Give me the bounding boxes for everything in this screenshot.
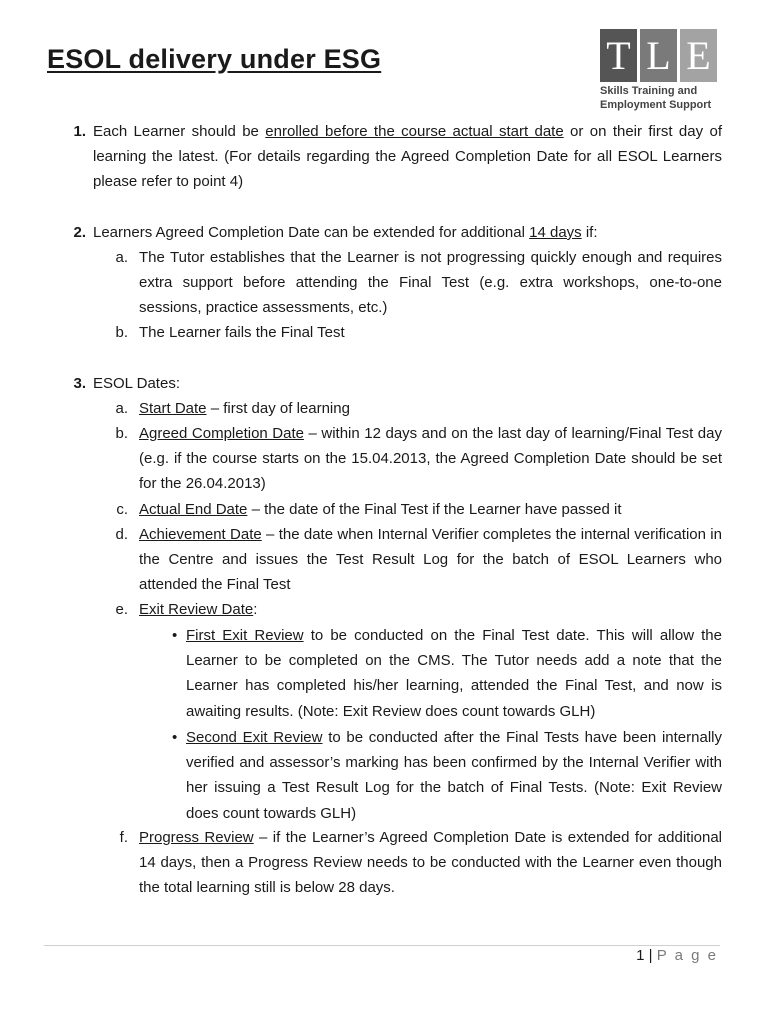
sub-item-letter: a. xyxy=(115,400,128,417)
logo-letter-l: L xyxy=(640,29,677,82)
sub-item-text: Progress Review – if the Learner’s Agreed Completion Date is extended for additional 14 days, then a Progress Review needs to be conducted with the Learner even though the total learning still is below 28 days. xyxy=(139,829,723,897)
page-number: 1 xyxy=(636,947,645,964)
term: Second Exit Review xyxy=(186,729,323,746)
item-text: Learners Agreed Completion Date can be extended for additional 14 days if: xyxy=(93,224,598,241)
sub-item-text: Start Date – first day of learning xyxy=(139,400,350,417)
footer-divider xyxy=(44,945,720,946)
sub-item-letter: f. xyxy=(119,829,128,846)
sub-item-text: Exit Review Date: xyxy=(139,601,258,618)
page-footer xyxy=(636,947,718,964)
footer-separator: | xyxy=(648,947,653,964)
logo-letter-t: T xyxy=(600,29,637,82)
term: Start Date xyxy=(139,400,207,417)
logo-tagline-line2: Employment Support xyxy=(600,99,712,111)
sub-item-3c xyxy=(116,497,722,522)
logo-letters xyxy=(600,29,718,82)
page-title: ESOL delivery under ESG xyxy=(47,44,382,74)
sub-item-text: Achievement Date – the date when Internal Verifier completes the internal verification in the Centre and issues the Test Result Log for the batch of ESOL Learners who attended the Final Test xyxy=(139,526,722,594)
item-text: Each Learner should be enrolled before the course actual start date or on their first day of learning the latest. (For details regarding the Agreed Completion Date for all ESOL Learners please refer to point 4) xyxy=(93,123,722,191)
term: Exit Review Date xyxy=(139,601,254,618)
sub-item-letter: b. xyxy=(115,324,128,341)
sub-item-text: Agreed Completion Date – within 12 days and on the last day of learning/Final Test day (e.g. if the course starts on the 15.04.2013, the Agreed Completion Date should be set for the 26.04.2013) xyxy=(139,425,722,493)
bullet-text: First Exit Review to be conducted on the Final Test date. This will allow the Learner to be completed on the CMS. The Tutor needs add a note that the Learner has completed his/her learning, attended the Final Test, and now is awaiting results. (Note: Exit Review does count towards GLH) xyxy=(186,627,722,720)
sub-item-2a xyxy=(115,245,722,321)
term: Progress Review xyxy=(139,829,254,846)
term: Actual End Date xyxy=(139,501,248,518)
sub-item-letter: e. xyxy=(115,601,128,618)
tle-logo xyxy=(600,29,718,112)
sub-item-3a xyxy=(115,396,722,421)
sub-item-2b xyxy=(115,320,722,345)
bullet-second-exit-review xyxy=(172,725,722,826)
term: Achievement Date xyxy=(139,526,262,543)
item-number: 3. xyxy=(73,375,86,392)
page-label: P a g e xyxy=(656,947,718,964)
sub-item-text: The Learner fails the Final Test xyxy=(139,324,345,341)
item-number: 2. xyxy=(73,224,86,241)
list-item-3 xyxy=(73,371,722,396)
bullet-first-exit-review xyxy=(172,623,722,724)
term: Agreed Completion Date xyxy=(139,425,304,442)
sub-item-letter: c. xyxy=(116,501,128,518)
list-item-2 xyxy=(73,220,722,245)
sub-item-text: Actual End Date – the date of the Final Test if the Learner have passed it xyxy=(139,501,622,518)
sub-item-text: The Tutor establishes that the Learner is not progressing quickly enough and requires extra support before attending the Final Test (e.g. extra workshops, one-to-one sessions, practice assessments, etc.) xyxy=(139,249,722,317)
underlined-phrase: 14 days xyxy=(529,224,582,241)
item-number: 1. xyxy=(73,123,86,140)
term: First Exit Review xyxy=(186,627,304,644)
sub-item-letter: d. xyxy=(115,526,128,543)
sub-item-3e xyxy=(115,597,722,622)
logo-tagline-line1: Skills Training and xyxy=(600,85,698,97)
underlined-phrase: enrolled before the course actual start date xyxy=(265,123,564,140)
sub-item-3f xyxy=(119,825,723,901)
sub-item-3b xyxy=(115,421,722,497)
sub-item-letter: b. xyxy=(115,425,128,442)
item-text: ESOL Dates: xyxy=(93,375,180,392)
bullet-dot: • xyxy=(172,729,178,746)
bullet-text: Second Exit Review to be conducted after the Final Tests have been internally verified and assessor’s marking has been confirmed by the Internal Verifier with her issuing a Test Result Log for the batch of Final Tests. (Note: Exit Review does count towards GLH) xyxy=(186,729,722,822)
list-item-1 xyxy=(73,119,722,195)
bullet-dot: • xyxy=(172,627,178,644)
sub-item-letter: a. xyxy=(115,249,128,266)
sub-item-3d xyxy=(115,522,722,598)
logo-letter-e: E xyxy=(680,29,717,82)
